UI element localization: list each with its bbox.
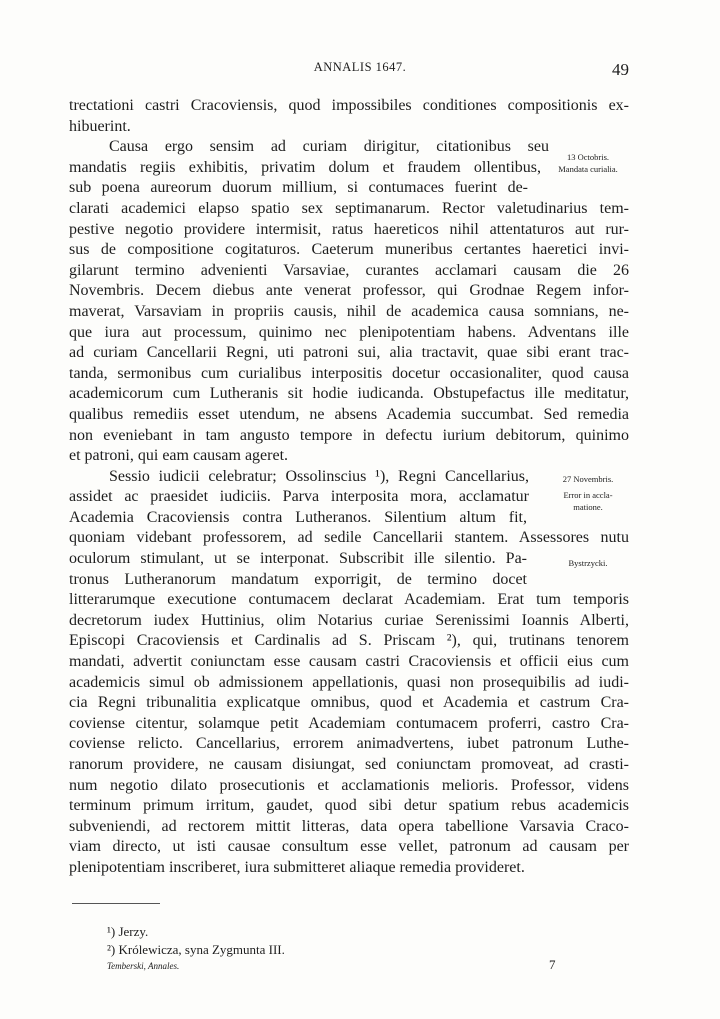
text-line: litterarumque executione contumacem declarat Academiam. Erat tum temporis xyxy=(69,591,629,609)
text-line: que iura aut processum, quinimo nec plenipotentiam habens. Adventans ille xyxy=(69,323,629,341)
text-line: et patroni, qui eam causam ageret. xyxy=(69,447,289,465)
text-line: gilarunt termino advenienti Varsaviae, curantes acclamari causam die 26 xyxy=(69,261,629,279)
text-line: mandati, advertit coniunctam esse causam castri Cracoviensis et officii eius cum xyxy=(69,653,629,671)
text-line: academicorum cum Lutheranis sit hodie iudicanda. Obstupefactus ille meditatur, xyxy=(69,385,629,403)
margin-note-date-october xyxy=(546,151,630,175)
footnote-divider xyxy=(72,903,160,904)
text-line: non eveniebant in tam angusto tempore in defectu iurium debitorum, quinimo xyxy=(69,426,629,444)
text-line: ranorum providere, ne causam disiungat, sed coniunctam promoveat, ad crasti- xyxy=(69,756,629,773)
text-line: ad curiam Cancellarii Regni, uti patroni sui, alia tractavit, quae sibi erant trac- xyxy=(69,344,629,362)
text-line: quoniam videbant professorem, ad sedile Cancellarii stantem. Assessores nutu xyxy=(69,529,629,547)
text-line: plenipotentiam inscriberet, iura submitteret aliaque remedia provideret. xyxy=(69,858,525,876)
margin-note-line: 27 Novembris. xyxy=(562,474,614,484)
text-line: clarati academici elapso spatio sex septimanarum. Rector valetudinarius tem- xyxy=(69,199,629,217)
body-text xyxy=(69,96,629,879)
text-line: terminum primum irritum, gaudet, quod sibi detur spatium rebus academicis xyxy=(69,797,629,815)
text-line: tanda, sermonibus cum curialibus interpositis docetur occasionaliter, quod causa xyxy=(69,364,629,382)
margin-note-line: matione. xyxy=(573,502,603,512)
text-line: academicis simul ob admissionem appellationis, quasi non prosequibilis ad iudi- xyxy=(69,673,629,691)
text-line: maverat, Varsaviam in propriis causis, nihil de academica causa somnians, ne- xyxy=(69,302,629,320)
text-line: viam directo, ut isti causae consultum esse vellet, patronum ad causam per xyxy=(69,838,629,856)
text-line: trectationi castri Cracoviensis, quod impossibiles conditiones compositionis ex- xyxy=(69,97,629,114)
text-line: oculorum stimulant, ut se interponat. Subscribit ille silentio. Pa- xyxy=(69,550,527,568)
footnote-2: ²) Królewicza, syna Zygmunta III. xyxy=(107,942,285,957)
text-line: Sessio iudicii celebratur; Ossolinscius ¹), Regni Cancellarius, xyxy=(109,467,529,485)
text-line: sub poena aureorum duorum millium, si contumaces fuerint de- xyxy=(69,179,528,197)
margin-note-name xyxy=(546,557,630,569)
text-line: tronus Lutheranorum mandatum exporrigit, de termino docet xyxy=(69,570,527,588)
text-line: assidet ac praesidet iudiciis. Parva interposita mora, acclamatur xyxy=(69,488,529,506)
text-line: pestive negotio providere intermisit, ratus haereticos nihil attentaturos aut rur- xyxy=(69,220,629,238)
page-number: 49 xyxy=(612,60,629,79)
text-line: num negotio dilato prosecutionis et acclamationis melioris. Professor, videns xyxy=(69,776,629,794)
text-line: subveniendi, ad rectorem mittit litteras, data opera tabellione Varsavia Craco- xyxy=(69,817,629,835)
text-line: coviense citentur, solamque petit Academiam contumacem proferri, castro Cra- xyxy=(69,714,629,732)
text-line: sus de compositione cogitaturos. Caeterum muneribus certantes haeretici invi- xyxy=(69,241,629,259)
printer-signature: Temberski, Annales. xyxy=(107,961,180,971)
text-line: Episcopi Cracoviensis et Cardinalis ad S. Priscam ²), qui, trutinans tenorem xyxy=(69,632,629,650)
footnotes xyxy=(107,923,285,959)
margin-note-date-november xyxy=(546,473,630,513)
margin-note-line: 13 Octobris. xyxy=(566,152,610,162)
text-line: qualibus remediis esset utendum, ne absens Academia succumbat. Sed remedia xyxy=(69,405,629,423)
text-line: decretorum iudex Huttinius, olim Notarius curiae Serenissimi Ioannis Alberti, xyxy=(69,611,629,629)
text-line: mandatis regiis exhibitis, privatim dolum et fraudem ollentibus, xyxy=(69,158,541,176)
margin-note-line: Bystrzycki. xyxy=(568,558,608,568)
footnote-1: ¹) Jerzy. xyxy=(107,924,149,939)
text-line: Causa ergo sensim ad curiam dirigitur, citationibus seu xyxy=(109,138,549,156)
text-line: Academia Cracoviensis contra Lutheranos. Silentium altum fit, xyxy=(69,508,527,526)
margin-note-line: Error in accla- xyxy=(563,490,613,500)
margin-note-line: Mandata curialia. xyxy=(558,164,618,174)
running-title: ANNALIS 1647. xyxy=(313,60,407,74)
text-line: coviense relicto. Cancellarius, errorem animadvertens, iubet patronum Luthe- xyxy=(69,735,629,753)
text-line: Novembris. Decem diebus ante venerat professor, qui Grodnae Regem infor- xyxy=(69,282,629,300)
text-line: cia Regni tribunalitia explicatque omnibus, quod et Academia et castrum Cra- xyxy=(69,694,629,712)
text-line: hibuerint. xyxy=(69,117,131,135)
sheet-mark: 7 xyxy=(549,957,556,972)
